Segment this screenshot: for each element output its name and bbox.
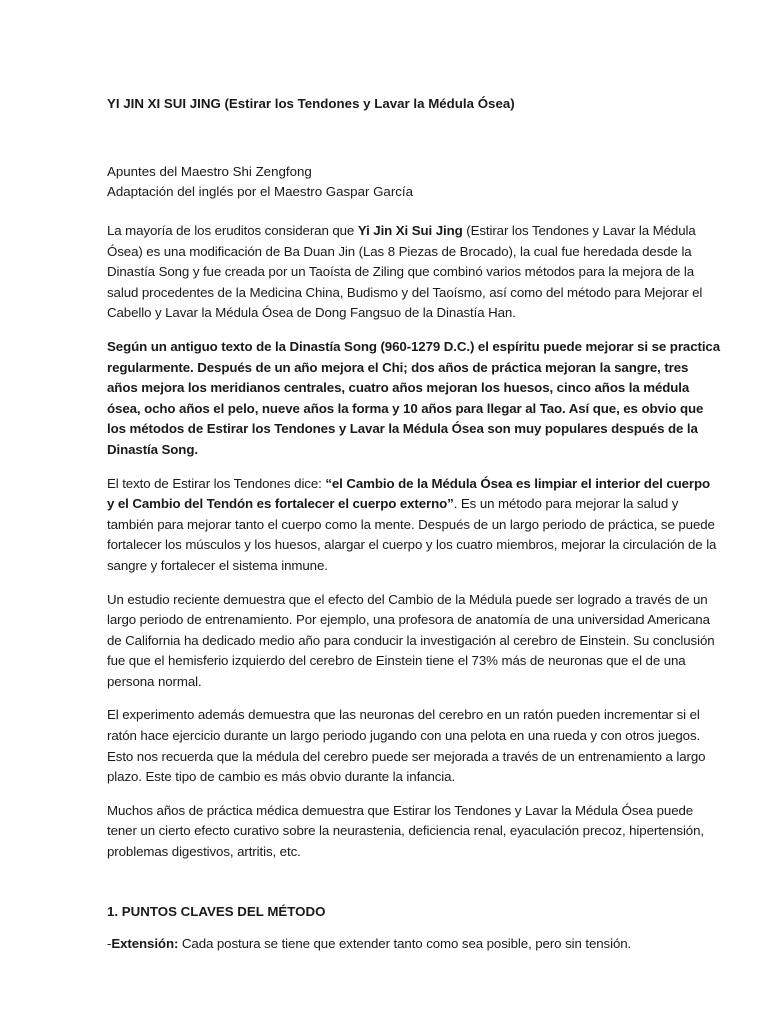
paragraph-intro: [107, 221, 720, 324]
list-item-text: Cada postura se tiene que extender tanto como sea posible, pero sin tensión.: [178, 935, 632, 951]
document-title: YI JIN XI SUI JING (Estirar los Tendones y Lavar la Médula Ósea): [107, 96, 515, 111]
section-heading: 1. PUNTOS CLAVES DEL MÉTODO: [107, 903, 326, 919]
paragraph-study: Un estudio reciente demuestra que el efecto del Cambio de la Médula puede ser logrado a través de un largo periodo de entrenamiento. Por ejemplo, una profesora de anatomía de una universidad Americana de California ha dedicado medio año para conducir la investigación al cerebro de Einstein. Su conclusión fue que el hemisferio izquierdo del cerebro de Einstein tiene el 73% más de neuronas que el de una persona normal.: [107, 591, 715, 689]
paragraph-text: La mayoría de los eruditos consideran que: [107, 223, 358, 238]
list-dash: -: [107, 935, 112, 951]
paragraph-tendons-text: [107, 474, 720, 577]
paragraph-text: (Estirar los Tendones y Lavar la Médula Ósea) es una modificación de Ba Duan Jin (Las 8 Piezas de Brocado), la cual fue heredada desde la Dinastía Song y fue creada por un Taoísta de Ziling que combinó varios métodos para la mejora de la salud procedentes de la Medicina China, Budismo y del Taoísmo, así como del método para Mejorar el Cabello y Lavar la Médula Ósea de Dong Fangsuo de la Dinastía Han.: [107, 223, 703, 321]
paragraph-song-dynasty: Según un antiguo texto de la Dinastía Song (960-1279 D.C.) el espíritu puede mejorar si se practica regularmente. Después de un año mejora el Chi; dos años de práctica mejoran la sangre, tres años mejora los meridianos centrales, cuatro años mejoran los huesos, cinco años la médula ósea, ocho años el pelo, nueve años la forma y 10 años para llegar al Tao. Así que, es obvio que los métodos de Estirar los Tendones y Lavar la Médula Ósea son muy populares después de la Dinastía Song.: [107, 338, 721, 457]
paragraph-quote: “el Cambio de la Médula Ósea es limpiar el interior del cuerpo y el Cambio del Tendón es fortalecer el cuerpo externo”: [107, 475, 711, 512]
paragraph-emphasis: Yi Jin Xi Sui Jing: [357, 223, 463, 238]
paragraph-text: . Es un método para mejorar la salud y también para mejorar tanto el cuerpo como la mente. Después de un largo periodo de práctica, se puede fortalecer los músculos y los huesos, alargar el cuerpo y los cuatro miembros, mejorar la circulación de la sangre y fortalecer el sistema inmune.: [107, 496, 717, 573]
adaptation-line: Adaptación del inglés por el Maestro Gaspar García: [107, 184, 413, 199]
author-block: [107, 162, 720, 202]
paragraph-text: El texto de Estirar los Tendones dice:: [107, 475, 326, 491]
list-item-extension: [107, 934, 720, 955]
paragraph-experiment: El experimento además demuestra que las neuronas del cerebro en un ratón pueden incrementar si el ratón hace ejercicio durante un largo periodo jugando con una pelota en una rueda y con otros juegos. Esto nos recuerda que la médula del cerebro puede ser mejorada a través de un entrenamiento a largo plazo. Este tipo de cambio es más obvio durante la infancia.: [107, 707, 706, 785]
paragraph-medical-practice: Muchos años de práctica médica demuestra que Estirar los Tendones y Lavar la Médula Ósea puede tener un cierto efecto curativo sobre la neurastenia, deficiencia renal, eyaculación precoz, hipertensión, problemas digestivos, artritis, etc.: [107, 802, 704, 860]
author-line: Apuntes del Maestro Shi Zengfong: [107, 164, 312, 179]
list-item-label: Extensión:: [111, 935, 179, 951]
